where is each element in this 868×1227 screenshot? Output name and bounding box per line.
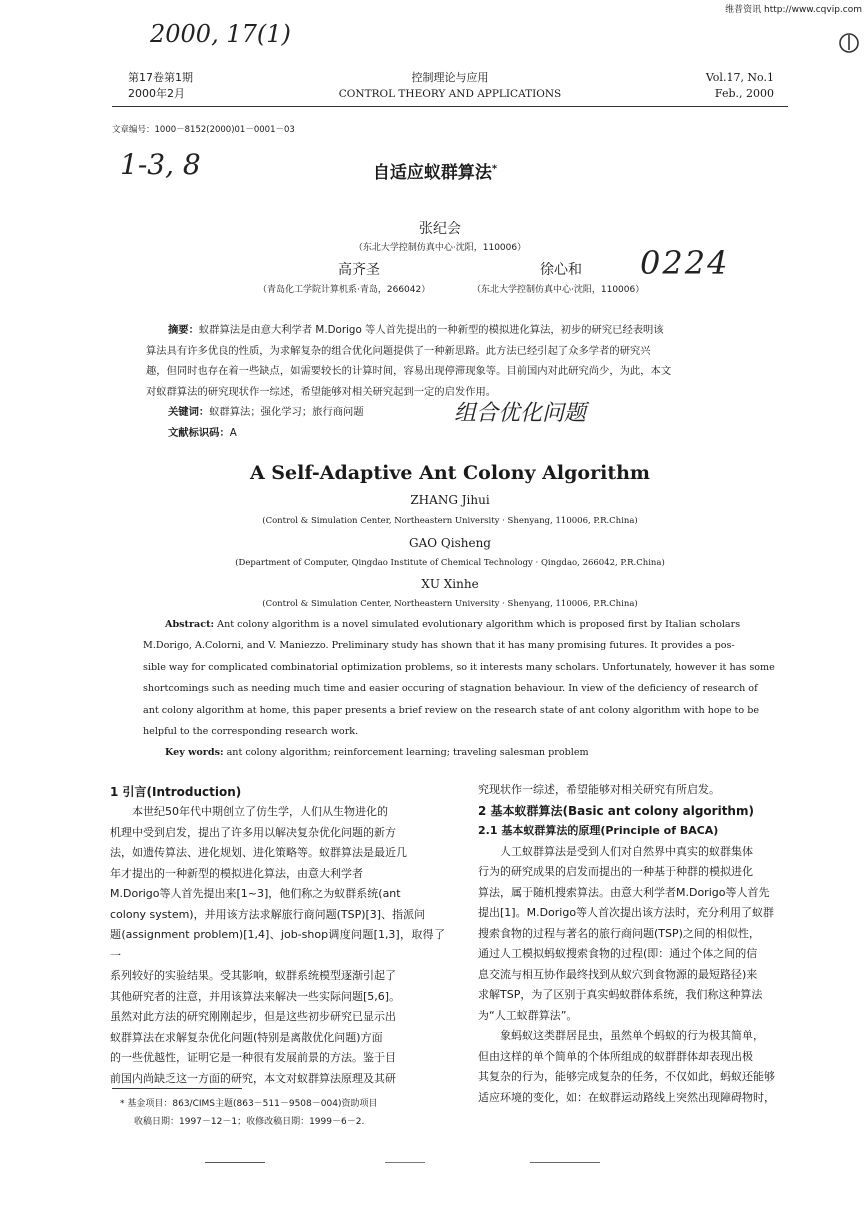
author-cn-1-affiliation: （东北大学控制仿真中心·沈阳，110006） [353, 243, 527, 253]
abstract-cn [146, 320, 812, 443]
author-cn-2-affiliation: （青岛化工学院计算机系·青岛，266042） [258, 285, 431, 295]
date-en: Feb., 2000 [714, 87, 774, 100]
keywords-cn-label: 关键词： [168, 406, 210, 418]
left-line-4: 年才提出的一种新型的模拟进化算法，由意大利学者 [110, 866, 363, 880]
header-left [128, 70, 193, 102]
abstract-en-line-4: shortcomings such as needing much time and easier occuring of stagnation behaviour. In view of the deficiency of research of [143, 683, 758, 695]
keywords-en: ant colony algorithm; reinforcement learning; traveling salesman problem [226, 747, 589, 759]
right-line-13: 适应环境的变化，如：在蚁群运动路线上突然出现障碍物时， [478, 1090, 775, 1104]
volume-cn: 第17卷第1期 [128, 71, 193, 84]
author-en-2-affiliation: (Department of Computer, Qingdao Institute of Chemical Technology · Qingdao, 266042, P.R.China) [235, 558, 665, 568]
title-cn-text: 自适应蚁群算法 [372, 163, 492, 183]
right-line-12: 其复杂的行为，能够完成复杂的任务，不仅如此，蚂蚁还能够 [478, 1070, 775, 1083]
right-line-9: 为“人工蚁群算法”。 [478, 1008, 578, 1022]
left-line-9: 其他研究者的注意，并用该算法来解决一些实际问题[5,6]。 [110, 989, 401, 1003]
abstract-en-line-3: sible way for complicated combinatorial optimization problems, so it interests many scholars. Unfortunately, however it has some [143, 661, 775, 673]
title-footnote-mark: * [491, 163, 498, 175]
title-en: A Self-Adaptive Ant Colony Algorithm [249, 462, 651, 484]
author-en-3: XU Xinhe [421, 577, 479, 591]
section-2-1-heading: 2.1 基本蚁群算法的原理(Principle of BACA) [478, 824, 719, 837]
left-line-8: 系列较好的实验结果。受其影响，蚁群系统模型逐渐引起了 [110, 969, 396, 982]
keywords-en-label: Key words: [165, 747, 224, 759]
scan-artifact-2 [385, 1162, 425, 1163]
author-en-3-affiliation: (Control & Simulation Center, Northeastern University · Shenyang, 110006, P.R.China) [262, 599, 638, 609]
right-line-11: 但由这样的单个简单的个体所组成的蚁群群体却表现出极 [478, 1049, 753, 1063]
left-line-1: 本世纪50年代中期创立了仿生学，人们从生物进化的 [132, 805, 388, 818]
left-line-11: 蚁群算法在求解复杂优化问题(特别是离散优化问题)方面 [110, 1030, 383, 1044]
abstract-en-line-1: Ant colony algorithm is a novel simulated evolutionary algorithm which is proposed first by Italian scholars [217, 619, 741, 630]
author-en-1-affiliation: (Control & Simulation Center, Northeastern University · Shenyang, 110006, P.R.China) [262, 516, 638, 526]
author-en-1: ZHANG Jihui [410, 493, 490, 507]
keywords-cn: 蚁群算法；强化学习；旅行商问题 [209, 406, 364, 418]
article-id: 文章编号：1000－8152(2000)01－0001－03 [112, 125, 295, 135]
author-cn-1: 张纪会 [419, 221, 461, 237]
handwritten-keywords-note: 组合优化问题 [454, 401, 587, 426]
title-cn [300, 158, 570, 183]
right-line-8: 求解TSP，为了区别于真实蚂蚁群体系统，我们称这种算法 [478, 988, 763, 1001]
section-2-heading: 2 基本蚁群算法(Basic ant colony algorithm) [478, 803, 754, 818]
abstract-cn-line-2: 算法具有许多优良的性质，为求解复杂的组合优化问题提供了一种新思路。此方法已经引起了众多学者的研究兴 [146, 344, 651, 357]
section-1-heading: 1 引言(Introduction) [110, 785, 242, 799]
right-line-3: 算法，属于随机搜索算法。由意大利学者M.Dorigo等人首先 [478, 885, 770, 899]
footnotes [120, 1095, 377, 1131]
handwritten-top-note: 2000, 17(1) [150, 20, 291, 48]
abstract-en-line-5: ant colony algorithm at home, this paper presents a brief review on the research state of ant colony algorithm with hope to be [143, 704, 760, 716]
footnote-funding: * 基金项目：863/CIMS主题(863－511－9508－004)资助项目 [120, 1099, 378, 1109]
right-line-0: 究现状作一综述，希望能够对相关研究有所启发。 [478, 783, 720, 796]
left-line-10: 虽然对此方法的研究刚刚起步，但是这些初步研究已显示出 [110, 1010, 396, 1023]
author-cn-2: 高齐圣 [338, 262, 380, 278]
left-line-12: 的一些优越性，证明它是一种很有发展前景的方法。鉴于目 [110, 1051, 396, 1064]
doc-code: A [229, 426, 237, 439]
circle-mark-icon [836, 30, 862, 56]
left-line-13: 前国内尚缺乏这一方面的研究，本文对蚁群算法原理及其研 [110, 1071, 396, 1085]
volume-en: Vol.17, No.1 [705, 71, 774, 84]
left-line-3: 法，如遗传算法、进化规划、进化策略等。蚁群算法是最近几 [110, 846, 407, 859]
doc-code-label: 文献标识码： [168, 426, 230, 439]
abstract-en-label: Abstract: [165, 619, 215, 630]
left-line-6: colony system)，并用该方法求解旅行商问题(TSP)[3]、指派问 [110, 907, 426, 921]
right-line-2: 行为的研究成果的启发而提出的一种基于种群的模拟进化 [478, 865, 753, 878]
handwritten-left-note: 1-3, 8 [120, 148, 201, 181]
abstract-en-line-2: M.Dorigo, A.Colorni, and V. Maniezzo. Preliminary study has shown that it has many promising futures. It provides a pos- [143, 640, 735, 652]
abstract-cn-line-1: 蚁群算法是由意大利学者 M.Dorigo 等人首先提出的一种新型的模拟进化算法，初步的研究已经表明该 [198, 324, 664, 336]
author-en-2: GAO Qisheng [409, 536, 491, 550]
right-column [478, 780, 814, 1108]
abstract-cn-label: 摘要： [168, 324, 199, 336]
right-line-5: 搜索食物的过程与著名的旅行商问题(TSP)之间的相似性， [478, 926, 760, 940]
right-line-6: 通过人工模拟蚂蚁搜索食物的过程(即：通过个体之间的信 [478, 947, 758, 960]
watermark: 维普资讯 http://www.cqvip.com [725, 5, 862, 15]
author-cn-3: 徐心和 [540, 262, 582, 278]
left-line-2: 机理中受到启发，提出了许多用以解决复杂优化问题的新方 [110, 825, 396, 839]
right-line-4: 提出[1]。M.Dorigo等人首次提出该方法时，充分利用了蚁群 [478, 906, 775, 919]
abstract-cn-line-4: 对蚁群算法的研究现状作一综述，希望能够对相关研究起到一定的启发作用。 [146, 385, 497, 398]
scan-artifact-3 [530, 1162, 600, 1163]
abstract-cn-line-3: 趣，但同时也存在着一些缺点，如需要较长的计算时间，容易出现停滞现象等。目前国内对此研究尚少，为此，本文 [146, 365, 672, 377]
left-column [110, 782, 445, 1089]
right-line-7: 息交流与相互协作最终找到从蚁穴到食物源的最短路径)来 [478, 967, 758, 981]
left-line-5: M.Dorigo等人首先提出来[1~3]，他们称之为蚁群系统(ant [110, 887, 401, 900]
abstract-en [143, 614, 789, 764]
date-cn: 2000年2月 [128, 87, 185, 100]
journal-cn: 控制理论与应用 [411, 71, 489, 84]
footnote-rule [112, 1088, 242, 1089]
handwritten-right-note: 0224 [640, 244, 730, 282]
author-cn-3-affiliation: （东北大学控制仿真中心·沈阳，110006） [472, 285, 645, 295]
journal-en: CONTROL THEORY AND APPLICATIONS [338, 88, 562, 100]
right-line-10: 象蚂蚁这类群居昆虫，虽然单个蚂蚁的行为极其简单， [500, 1029, 764, 1042]
abstract-en-line-6: helpful to the corresponding research work. [143, 726, 359, 738]
header-center [300, 70, 600, 102]
scan-artifact-1 [205, 1162, 265, 1163]
left-line-7: 题(assignment problem)[1,4]、job-shop调度问题[1,3]，取得了一 [110, 928, 445, 962]
right-line-1: 人工蚁群算法是受到人们对自然界中真实的蚁群集体 [500, 844, 753, 858]
header-rule [112, 106, 788, 107]
footnote-dates: 收稿日期：1997－12－1；收修改稿日期：1999－6－2. [134, 1117, 365, 1127]
header-right [706, 70, 774, 102]
